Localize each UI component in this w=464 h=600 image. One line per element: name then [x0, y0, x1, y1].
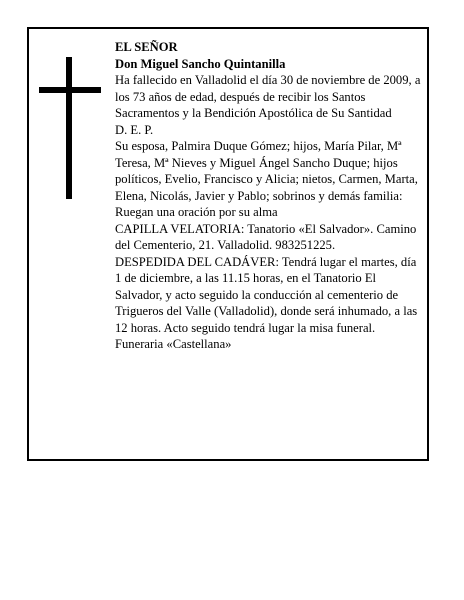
rip-abbreviation: D. E. P. [115, 122, 154, 137]
funeral-info: DESPEDIDA DEL CADÁVER: Tendrá lugar el martes, día 1 de diciembre, a las 11.15 horas, en el Tanatorio El Salvador, y acto seguido la conducción al cementerio de Trigueros del Valle (Valladolid), donde será inhumado, a las 12 horas. Acto seguido tendrá lugar la misa funeral. [115, 254, 418, 335]
funeral-home: Funeraria «Castellana» [115, 337, 232, 351]
cross-horizontal-bar [39, 87, 101, 93]
notice-heading: EL SEÑOR [115, 40, 178, 54]
deceased-name: Don Miguel Sancho Quintanilla [115, 56, 286, 71]
notice-text [115, 39, 423, 353]
family-list: Su esposa, Palmira Duque Gómez; hijos, María Pilar, Mª Teresa, Mª Nieves y Miguel Ángel Sancho Duque; hijos políticos, Evelio, Francisco y Alicia; nietos, Carmen, Marta, Elena, Nicolás, Javier y Pablo; sobrinos y demás familia: [115, 139, 418, 203]
obituary-notice [27, 27, 429, 461]
cross-icon [39, 57, 101, 199]
chapel-info: CAPILLA VELATORIA: Tanatorio «El Salvador». Camino del Cementerio, 21. Valladolid. 983251225. [115, 221, 417, 252]
death-info: Ha fallecido en Valladolid el día 30 de noviembre de 2009, a los 73 años de edad, después de recibir los Santos Sacramentos y la Bendición Apostólica de Su Santidad [115, 73, 421, 120]
prayer-request: Ruegan una oración por su alma [115, 205, 278, 219]
cross-vertical-bar [66, 57, 72, 199]
